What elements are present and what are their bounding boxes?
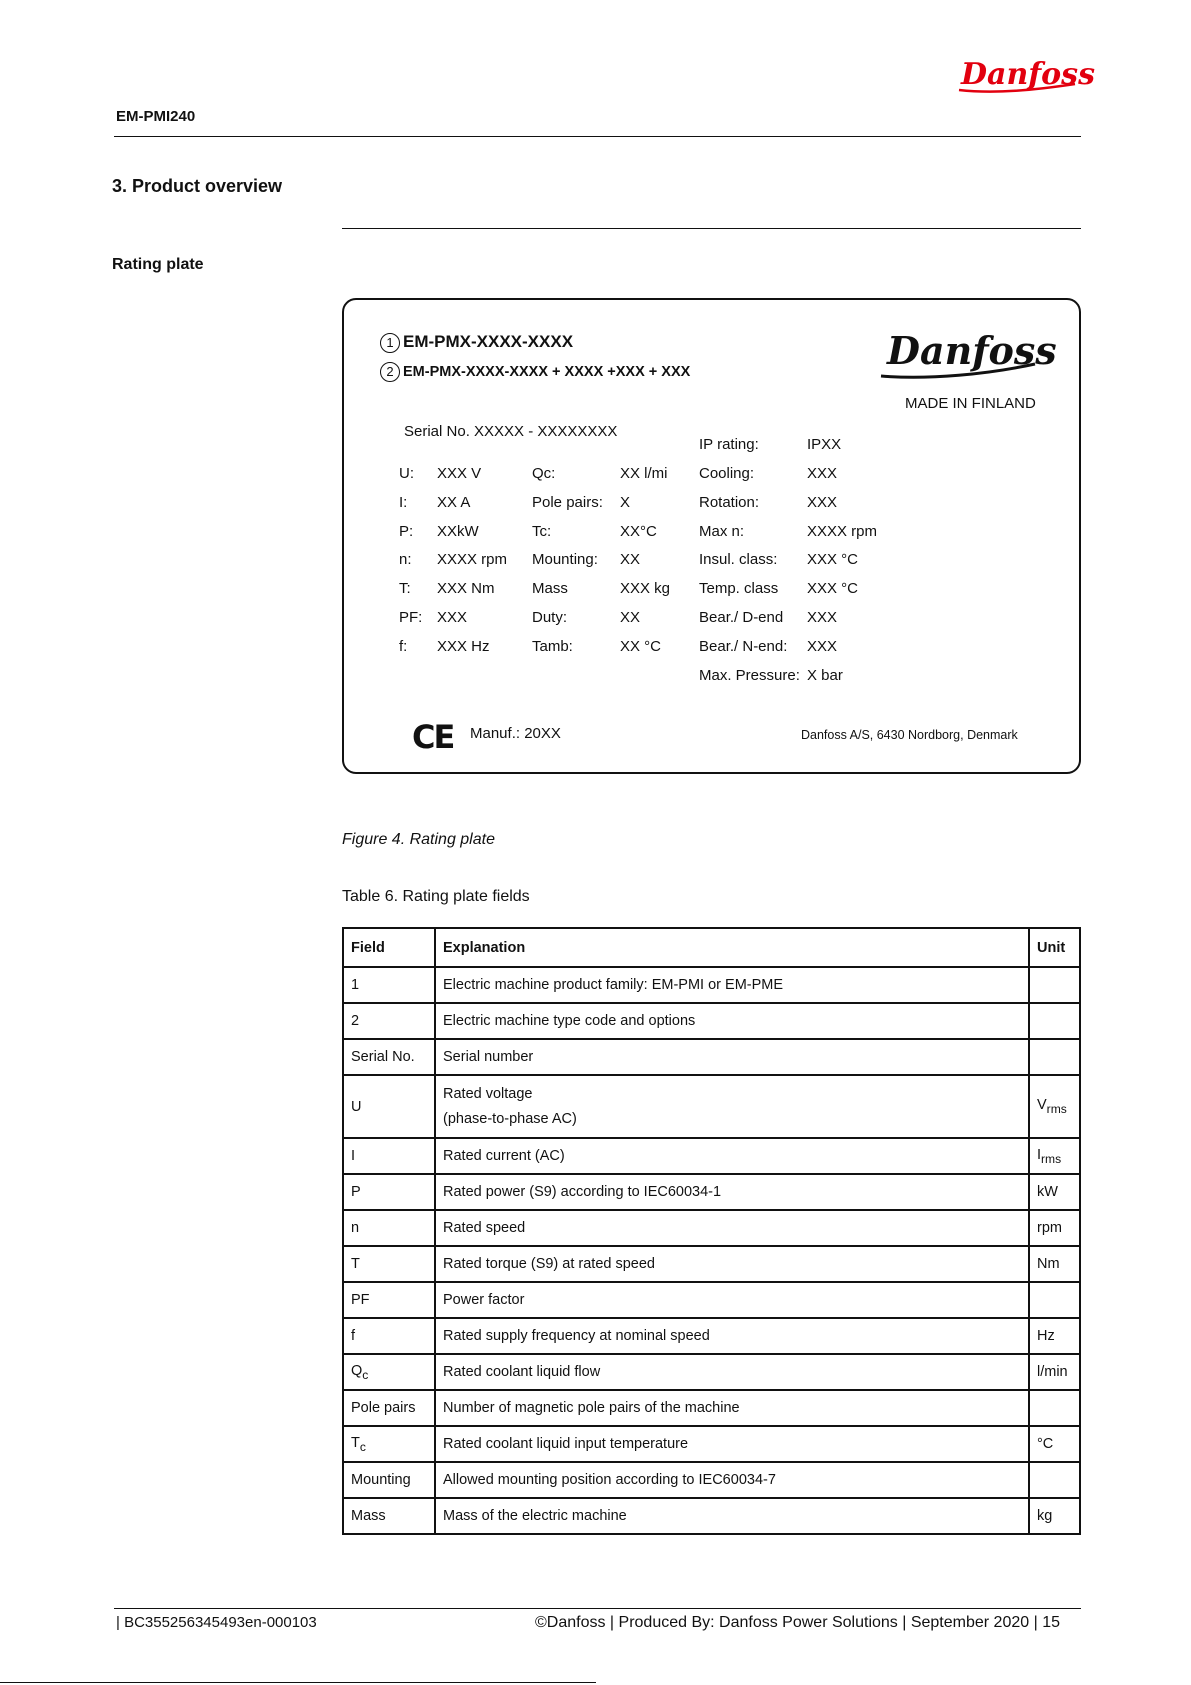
cell-field xyxy=(343,1462,435,1498)
ce-mark: CE xyxy=(412,718,454,756)
cell-unit xyxy=(1029,1039,1080,1075)
cell-explanation xyxy=(435,967,1029,1003)
cell-unit xyxy=(1029,1003,1080,1039)
model-type-code: EM-PMX-XXXX-XXXX + XXXX +XXX + XXX xyxy=(403,363,691,380)
plate-model-line-1 xyxy=(380,332,573,353)
table-row xyxy=(343,1003,1080,1039)
field-symbol: U xyxy=(351,1098,362,1115)
plate-label: Max. Pressure: xyxy=(699,666,800,684)
field-symbol: 1 xyxy=(351,977,360,993)
unit-symbol: l/min xyxy=(1037,1364,1068,1380)
field-subscript: c xyxy=(359,1439,366,1454)
danfoss-logo-text: Danfoss xyxy=(961,57,1095,92)
table-row xyxy=(343,1462,1080,1498)
made-in-label: MADE IN FINLAND xyxy=(905,395,1036,412)
explanation-text: Allowed mounting position according to IEC60034-7 xyxy=(443,1472,776,1488)
explanation-text: Rated speed xyxy=(443,1220,526,1236)
plate-value: X bar xyxy=(807,666,843,684)
plate-logo-text: Danfoss xyxy=(887,328,1057,373)
cell-unit xyxy=(1029,1354,1080,1390)
plate-label: Max n: xyxy=(699,522,745,540)
plate-value: XXX °C xyxy=(807,551,859,569)
cell-explanation xyxy=(435,1075,1029,1138)
header-divider xyxy=(114,136,1081,137)
unit-symbol: °C xyxy=(1037,1436,1054,1452)
explanation-text: Number of magnetic pole pairs of the machine xyxy=(443,1400,740,1416)
table-row xyxy=(343,1282,1080,1318)
table-caption: Table 6. Rating plate fields xyxy=(342,888,530,905)
field-symbol: P xyxy=(351,1184,361,1200)
subsection-title: Rating plate xyxy=(112,256,204,273)
plate-label: Tamb: xyxy=(532,637,573,655)
plate-value: XXX xyxy=(807,637,838,655)
footer-document-number: | BC355256345493en-000103 xyxy=(116,1614,317,1631)
cell-field xyxy=(343,1426,435,1462)
unit-symbol: kW xyxy=(1037,1184,1058,1200)
cell-explanation xyxy=(435,1210,1029,1246)
document-code: EM-PMI240 xyxy=(116,108,196,125)
plate-value: IPXX xyxy=(807,436,842,454)
field-symbol: Serial No. xyxy=(351,1049,415,1065)
field-symbol: 2 xyxy=(351,1013,360,1029)
explanation-text: Electric machine product family: EM-PMI or EM-PME xyxy=(443,977,784,993)
cell-unit xyxy=(1029,1426,1080,1462)
figure-caption: Figure 4. Rating plate xyxy=(342,831,495,848)
field-symbol: Mounting xyxy=(351,1472,411,1488)
cell-explanation xyxy=(435,1003,1029,1039)
table-row xyxy=(343,1174,1080,1210)
field-symbol: Pole pairs xyxy=(351,1400,416,1416)
plate-label: Cooling: xyxy=(699,465,755,482)
cell-unit xyxy=(1029,1318,1080,1354)
plate-value: XXXX rpm xyxy=(807,522,878,540)
danfoss-logo xyxy=(955,50,1095,98)
header-field: Field xyxy=(343,928,435,967)
plate-value: XX l/mi xyxy=(620,465,668,482)
field-symbol: T xyxy=(351,1256,360,1272)
table-row xyxy=(343,1354,1080,1390)
rating-plate-figure xyxy=(342,298,1081,774)
cell-unit xyxy=(1029,1390,1080,1426)
cell-explanation xyxy=(435,1354,1029,1390)
plate-label: Mounting: xyxy=(532,551,598,569)
plate-danfoss-logo xyxy=(879,322,1057,384)
plate-value: XX°C xyxy=(620,522,657,540)
field-symbol: Mass xyxy=(351,1508,386,1524)
plate-label: Mass xyxy=(532,580,568,598)
plate-label: I: xyxy=(399,493,408,511)
plate-value: XXXX rpm xyxy=(437,551,508,569)
plate-value: XXX Hz xyxy=(437,637,490,655)
explanation-text: Rated coolant liquid input temperature xyxy=(443,1436,689,1452)
plate-label: f: xyxy=(399,637,408,655)
explanation-text: Rated voltage xyxy=(443,1085,533,1102)
plate-value: X xyxy=(620,493,631,511)
unit-symbol: Hz xyxy=(1037,1328,1055,1344)
marker-2: 2 xyxy=(380,362,400,382)
unit-symbol: rpm xyxy=(1037,1220,1062,1236)
cell-unit xyxy=(1029,1282,1080,1318)
explanation-text: Serial number xyxy=(443,1049,534,1065)
cell-unit xyxy=(1029,1462,1080,1498)
explanation-text: Rated coolant liquid flow xyxy=(443,1364,601,1380)
cell-explanation xyxy=(435,1246,1029,1282)
plate-label: Tc: xyxy=(532,522,552,540)
table-header-row xyxy=(343,928,1080,967)
plate-value: XX xyxy=(620,551,641,569)
plate-label: Bear./ N-end: xyxy=(699,637,788,655)
cell-explanation xyxy=(435,1426,1029,1462)
explanation-text: Mass of the electric machine xyxy=(443,1508,627,1524)
cell-unit xyxy=(1029,1246,1080,1282)
field-symbol: T xyxy=(351,1434,360,1451)
table-row xyxy=(343,1138,1080,1174)
footer-divider xyxy=(114,1608,1081,1609)
cell-field xyxy=(343,1210,435,1246)
cell-explanation xyxy=(435,1174,1029,1210)
plate-value: XX °C xyxy=(620,637,662,655)
subsection-divider xyxy=(342,228,1081,229)
cell-field xyxy=(343,1318,435,1354)
serial-number: Serial No. XXXXX - XXXXXXXX xyxy=(404,423,618,440)
plate-label: P: xyxy=(399,522,414,540)
explanation-text: Rated current (AC) xyxy=(443,1148,565,1164)
unit-symbol: I xyxy=(1037,1146,1042,1163)
table-row xyxy=(343,1426,1080,1462)
plate-label: n: xyxy=(399,551,412,569)
rating-plate-fields-table xyxy=(342,927,1081,1535)
cell-field xyxy=(343,1354,435,1390)
plate-value: XX A xyxy=(437,493,471,511)
header-explanation: Explanation xyxy=(435,928,1029,967)
table-row xyxy=(343,1075,1080,1138)
cell-field xyxy=(343,1282,435,1318)
cell-explanation xyxy=(435,1498,1029,1534)
plate-value: XXX xyxy=(807,465,838,482)
table-row xyxy=(343,1246,1080,1282)
plate-label: Qc: xyxy=(532,465,556,482)
explanation-text: Rated power (S9) according to IEC60034-1 xyxy=(443,1184,722,1200)
unit-subscript: rms xyxy=(1046,1101,1067,1116)
unit-subscript: rms xyxy=(1041,1151,1062,1166)
cell-unit xyxy=(1029,1138,1080,1174)
plate-label: Duty: xyxy=(532,609,568,626)
table-row xyxy=(343,1390,1080,1426)
cell-explanation xyxy=(435,1318,1029,1354)
model-code: EM-PMX-XXXX-XXXX xyxy=(403,332,574,351)
cell-field xyxy=(343,1498,435,1534)
cell-unit xyxy=(1029,1075,1080,1138)
plate-label: U: xyxy=(399,465,414,482)
cell-unit xyxy=(1029,1174,1080,1210)
table-row xyxy=(343,1039,1080,1075)
unit-symbol: Nm xyxy=(1037,1256,1060,1272)
unit-symbol: kg xyxy=(1037,1508,1053,1524)
header-unit: Unit xyxy=(1029,928,1080,967)
cell-field xyxy=(343,1174,435,1210)
plate-model-line-2 xyxy=(380,362,690,382)
table-row xyxy=(343,1210,1080,1246)
cell-explanation xyxy=(435,1462,1029,1498)
plate-label: Rotation: xyxy=(699,493,760,511)
explanation-text: (phase-to-phase AC) xyxy=(443,1110,577,1127)
plate-label: Bear./ D-end xyxy=(699,609,784,626)
cell-field xyxy=(343,1138,435,1174)
manufacture-year: Manuf.: 20XX xyxy=(470,725,561,742)
cell-field xyxy=(343,1003,435,1039)
plate-label: IP rating: xyxy=(699,436,759,454)
explanation-text: Power factor xyxy=(443,1292,525,1308)
field-symbol: f xyxy=(351,1328,356,1344)
cell-explanation xyxy=(435,1390,1029,1426)
table-row xyxy=(343,1498,1080,1534)
cell-field xyxy=(343,967,435,1003)
plate-label: Temp. class xyxy=(699,580,779,598)
field-symbol: I xyxy=(351,1148,356,1164)
section-title: 3. Product overview xyxy=(112,176,283,196)
cell-unit xyxy=(1029,1498,1080,1534)
plate-value: XXX Nm xyxy=(437,580,495,598)
field-symbol: PF xyxy=(351,1292,370,1308)
field-symbol: n xyxy=(351,1220,360,1236)
plate-label: PF: xyxy=(399,609,423,626)
explanation-text: Electric machine type code and options xyxy=(443,1013,696,1029)
plate-label: Pole pairs: xyxy=(532,493,603,511)
plate-value: XXX xyxy=(807,609,838,626)
field-subscript: c xyxy=(362,1367,369,1382)
marker-1: 1 xyxy=(380,333,400,353)
cell-explanation xyxy=(435,1039,1029,1075)
explanation-text: Rated torque (S9) at rated speed xyxy=(443,1256,655,1272)
cell-field xyxy=(343,1390,435,1426)
cell-unit xyxy=(1029,967,1080,1003)
plate-value: XXX xyxy=(437,609,468,626)
cell-field xyxy=(343,1075,435,1138)
plate-value: XXkW xyxy=(437,522,479,540)
table-row xyxy=(343,967,1080,1003)
cell-unit xyxy=(1029,1210,1080,1246)
explanation-text: Rated supply frequency at nominal speed xyxy=(443,1328,710,1344)
plate-label: Insul. class: xyxy=(699,551,778,569)
manufacturer-address: Danfoss A/S, 6430 Nordborg, Denmark xyxy=(801,728,1018,742)
plate-value: XXX V xyxy=(437,465,482,482)
page-edge-line xyxy=(0,1682,596,1683)
cell-explanation xyxy=(435,1138,1029,1174)
unit-symbol: V xyxy=(1037,1097,1047,1114)
plate-value: XXX °C xyxy=(807,580,859,598)
plate-value: XX xyxy=(620,609,641,626)
field-symbol: Q xyxy=(351,1362,363,1379)
cell-explanation xyxy=(435,1282,1029,1318)
cell-field xyxy=(343,1039,435,1075)
table-row xyxy=(343,1318,1080,1354)
plate-value: XXX kg xyxy=(620,580,671,598)
plate-value: XXX xyxy=(807,493,838,511)
plate-label: T: xyxy=(399,580,411,598)
cell-field xyxy=(343,1246,435,1282)
footer-copyright: ©Danfoss | Produced By: Danfoss Power Solutions | September 2020 | 15 xyxy=(535,1614,1060,1631)
